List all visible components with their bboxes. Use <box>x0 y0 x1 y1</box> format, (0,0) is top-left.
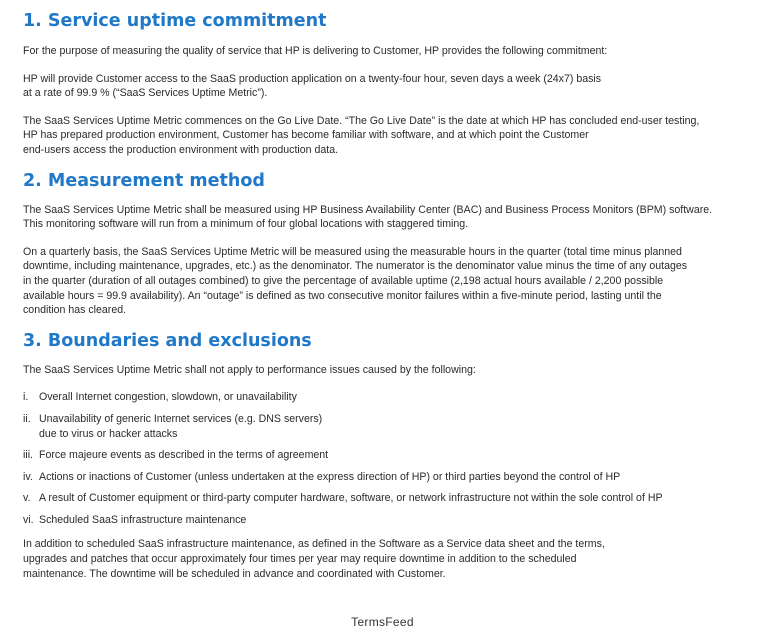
text-line: downtime, including maintenance, upgrades, etc.) as the denominator. The numerator is the denominator value minus the time of any outages <box>23 260 688 273</box>
text-line: For the purpose of measuring the quality of service that HP is delivering to Customer, HP provides the following commitment: <box>23 45 608 57</box>
list-item-text <box>39 513 246 528</box>
paragraph <box>23 363 745 378</box>
text-line: In addition to scheduled SaaS infrastructure maintenance, as defined in the Software as a Service data sheet and the terms, <box>23 538 605 551</box>
text-line: due to virus or hacker attacks <box>39 427 178 440</box>
text-line: A result of Customer equipment or third-party computer hardware, software, or network infrastructure not within the sole control of HP <box>39 492 663 505</box>
list-item-number: iv. <box>23 470 33 483</box>
paragraph <box>23 537 745 581</box>
text-line: On a quarterly basis, the SaaS Services Uptime Metric will be measured using the measurable hours in the quarter (total time minus planned <box>23 245 682 258</box>
text-line: Unavailability of generic Internet services (e.g. DNS servers) <box>39 412 323 425</box>
list-item-text <box>39 491 663 506</box>
list-item <box>23 470 745 485</box>
list-item <box>23 491 745 506</box>
list-item <box>23 412 745 441</box>
text-line: Overall Internet congestion, slowdown, or unavailability <box>39 391 297 404</box>
list-item-number: vi. <box>23 513 34 526</box>
text-line: The SaaS Services Uptime Metric commences on the Go Live Date. “The Go Live Date” is the date at which HP has concluded end-user testing, <box>23 114 700 127</box>
text-line: Actions or inactions of Customer (unless undertaken at the express direction of HP) or third parties beyond the control of HP <box>39 470 621 483</box>
list-item <box>23 390 745 405</box>
paragraph <box>23 44 745 59</box>
text-line: available hours = 99.9 availability). An “outage” is defined as two consecutive monitor failures within a five-minute period, lasting until the <box>23 289 662 302</box>
section-heading-measurement-method: 2. Measurement method <box>23 170 265 191</box>
list-item-text <box>39 470 620 485</box>
paragraph <box>23 245 745 318</box>
list-item-number: i. <box>23 391 29 404</box>
text-line: HP will provide Customer access to the SaaS production application on a twenty-four hour, seven days a week (24x7) basis <box>23 72 602 85</box>
text-line: maintenance. The downtime will be scheduled in advance and coordinated with Customer. <box>23 567 446 580</box>
paragraph <box>23 203 745 232</box>
text-line: upgrades and patches that occur approximately four times per year may require downtime in addition to the scheduled <box>23 553 577 566</box>
section-heading-boundaries-exclusions: 3. Boundaries and exclusions <box>23 330 312 351</box>
exclusions-list <box>23 390 745 527</box>
list-item <box>23 513 745 528</box>
text-line: at a rate of 99.9 % (“SaaS Services Uptime Metric”). <box>23 87 268 100</box>
text-line: This monitoring software will run from a minimum of four global locations with staggered timing. <box>23 218 469 231</box>
list-item <box>23 448 745 463</box>
list-item-number: iii. <box>23 449 34 462</box>
list-item-text <box>39 390 297 405</box>
text-line: HP has prepared production environment, Customer has become familiar with software, and at which point the Customer <box>23 129 589 142</box>
text-line: The SaaS Services Uptime Metric shall be measured using HP Business Availability Center (BAC) and Business Process Monitors (BPM) software. <box>23 203 713 216</box>
text-line: in the quarter (duration of all outages combined) to give the percentage of available uptime (2,198 actual hours available / 2,200 possible <box>23 274 664 287</box>
text-line: Scheduled SaaS infrastructure maintenance <box>39 513 247 526</box>
section-heading-service-uptime: 1. Service uptime commitment <box>23 11 327 31</box>
text-line: end-users access the production environment with production data. <box>23 143 339 156</box>
list-item-number: ii. <box>23 412 31 425</box>
footer-watermark: TermsFeed <box>351 615 414 629</box>
list-item-text <box>39 412 322 441</box>
text-line: Force majeure events as described in the terms of agreement <box>39 449 329 462</box>
list-item-text <box>39 448 328 463</box>
text-line: The SaaS Services Uptime Metric shall not apply to performance issues caused by the following: <box>23 363 476 376</box>
text-line: condition has cleared. <box>23 304 127 317</box>
paragraph <box>23 72 745 101</box>
paragraph <box>23 114 745 158</box>
list-item-number: v. <box>23 492 31 505</box>
